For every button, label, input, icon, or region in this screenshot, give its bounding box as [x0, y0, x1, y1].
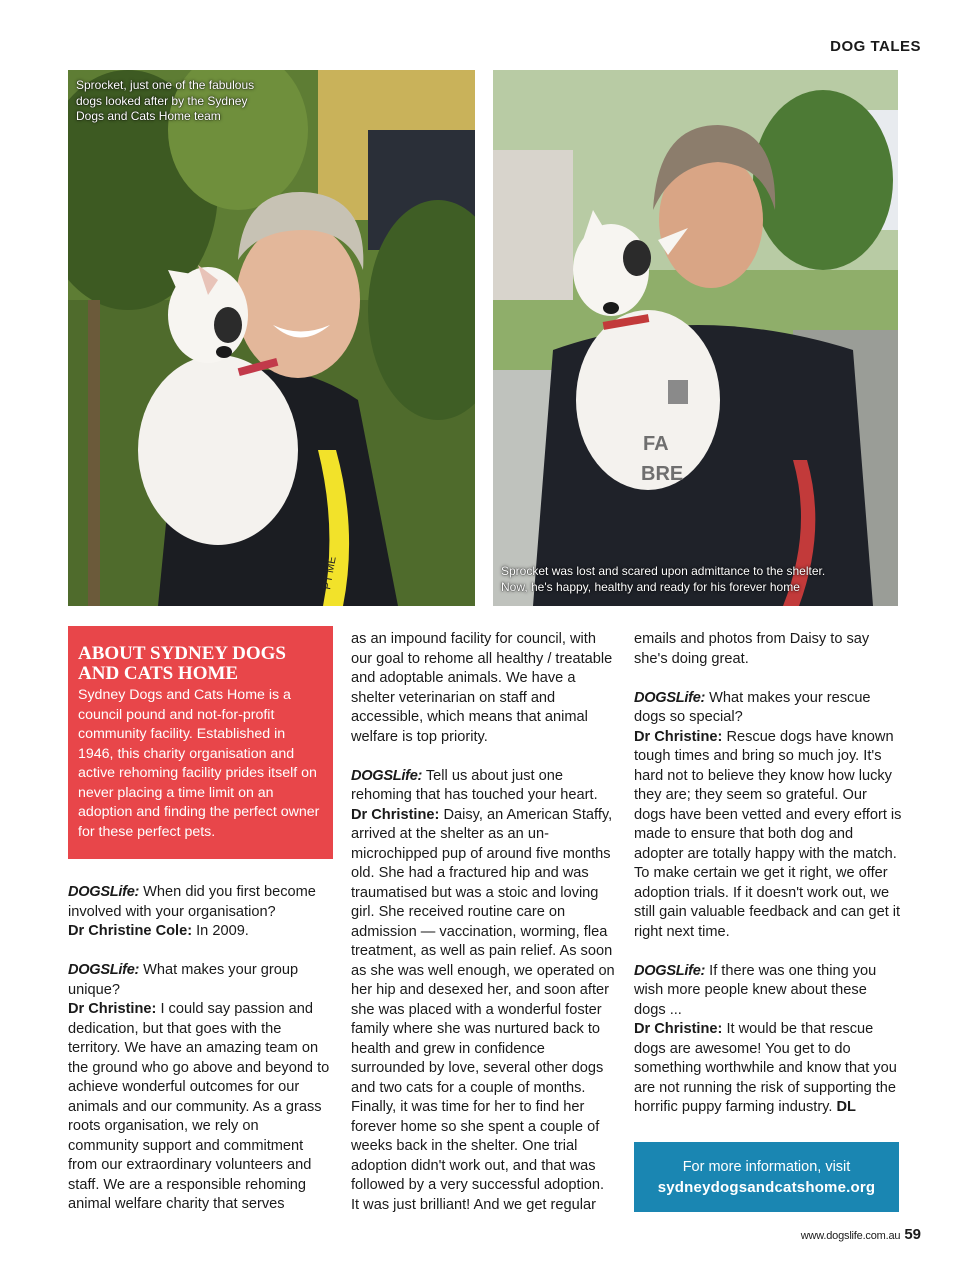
brand-label: DOGSLife: — [634, 962, 706, 979]
section-label: DOG TALES — [830, 38, 921, 55]
a5-text: It would be that rescue dogs are awesome! You get to do something worthwhile and know that you are not running the risk of supporting the horrific puppy farming industry. — [634, 1021, 897, 1115]
about-box — [68, 626, 333, 859]
about-body: Sydney Dogs and Cats Home is a council pound and not-for-profit community facility. Established in 1946, this charity organisation and active rehoming facility prides itself on never placing a time limit on an adoption and finding the perfect owner for these perfect pets. — [78, 687, 320, 840]
a2-text-part2: as an impound facility for council, with our goal to rehome all healthy / treatable and adoptable animals. We have a shelter veterinarian on staff and accessible, which means that animal welfare is top priority. — [351, 631, 613, 745]
q3 — [351, 767, 616, 1216]
caption-right-line1: Sprocket was lost and scared upon admittance to the shelter. — [501, 564, 826, 578]
info-box — [634, 1142, 899, 1212]
q1 — [68, 883, 330, 942]
article-column-1 — [68, 883, 330, 1234]
q1-text: When did you first become involved with your organisation? — [68, 884, 316, 920]
a2-speaker: Dr Christine: — [68, 1001, 157, 1017]
footer — [801, 1226, 921, 1243]
a3-text-part2: emails and photos from Daisy to say she's doing great. — [634, 631, 870, 667]
info-website-link[interactable]: sydneydogsandcatshome.org — [657, 1179, 876, 1196]
footer-url[interactable]: www.dogslife.com.au — [800, 1230, 901, 1242]
a3-continued — [634, 630, 902, 669]
caption-left: Sprocket, just one of the fabulous dogs looked after by the Sydney Dogs and Cats Home team — [76, 78, 255, 123]
brand-label: DOGSLife: — [68, 884, 140, 900]
a1-speaker: Dr Christine Cole: — [68, 923, 193, 939]
q4-text: What makes your rescue dogs so special? — [634, 689, 871, 725]
article-column-2 — [351, 630, 616, 1235]
a3-text-part1: Daisy, an American Staffy, arrived at the shelter as an un-microchipped pup of around five months old. She had a fractured hip and was traumatised but was a stoic and loving girl. She received routine care on admission — vaccination, worming, flea treatment, as well as pain relief. As soon as she was well enough, we operated on her hip and desexed her, and soon after she was placed with a wonderful foster family where she was nurtured back to health and grew in confidence surrounded by love, several other dogs and two cats for a couple of months. Finally, it was time for her to find her forever home so she spent a couple of weeks back in the shelter. One trial adoption didn't work out, and that was followed by a very successful adoption. It was just brilliant! And we get regular — [351, 806, 615, 1213]
about-title: ABOUT SYDNEY DOGS AND CATS HOME — [78, 643, 286, 684]
shirt-text-2: BRE — [641, 463, 684, 485]
caption-right — [501, 564, 841, 595]
photo-illustration-left — [68, 70, 475, 606]
a4-text: Rescue dogs have known tough times and bring so much joy. It's hard not to believe they know how lucky they are; they seem so grateful. Our dogs have been vetted and every effort is made to ensure that both dog and adopter are totally happy with the match. To make certain we get it right, we offer adoption trials. If it doesn't work out, we still gain valuable feedback and can get it right next time. — [634, 728, 902, 940]
photo-illustration-right — [493, 70, 898, 606]
a1-text: In 2009. — [192, 923, 249, 939]
a2-text-part1: I could say passion and dedication, but that goes with the territory. We have an amazing team on the ground who go above and beyond to achieve wonderful outcomes for our animals and our community. As a grass roots organisation, we rely on community support and commitment from our extraordinary volunteers and staff. We are a responsible rehoming animal welfare charity that serves — [68, 1001, 330, 1212]
a2-continued — [351, 630, 616, 747]
photo-sprocket-staff — [493, 70, 898, 606]
q3-text: Tell us about just one rehoming that has touched your heart. — [351, 767, 598, 803]
q4 — [634, 689, 902, 943]
a4-speaker: Dr Christine: — [634, 728, 723, 745]
a5-speaker: Dr Christine: — [634, 1021, 723, 1037]
q2-text: What makes your group unique? — [68, 962, 299, 998]
lead-text-left: PT ME — [321, 555, 339, 591]
caption-right-line2: Now, he's happy, healthy and ready for his forever home — [501, 579, 800, 594]
a3-speaker: Dr Christine: — [351, 806, 440, 823]
info-line1: For more information, visit — [682, 1159, 851, 1175]
signoff: DL — [836, 1099, 856, 1115]
brand-label: DOGSLife: — [634, 689, 706, 706]
article-column-3 — [634, 630, 902, 1137]
brand-label: DOGSLife: — [68, 962, 140, 978]
brand-label: DOGSLife: — [351, 767, 423, 784]
q2 — [68, 961, 330, 1215]
shirt-text-1: FA — [643, 433, 669, 455]
q5-text: If there was one thing you wish more people knew about these dogs ... — [634, 962, 877, 1018]
page-number: 59 — [904, 1226, 921, 1243]
q5 — [634, 962, 902, 1118]
photo-sprocket-volunteer — [68, 70, 475, 606]
